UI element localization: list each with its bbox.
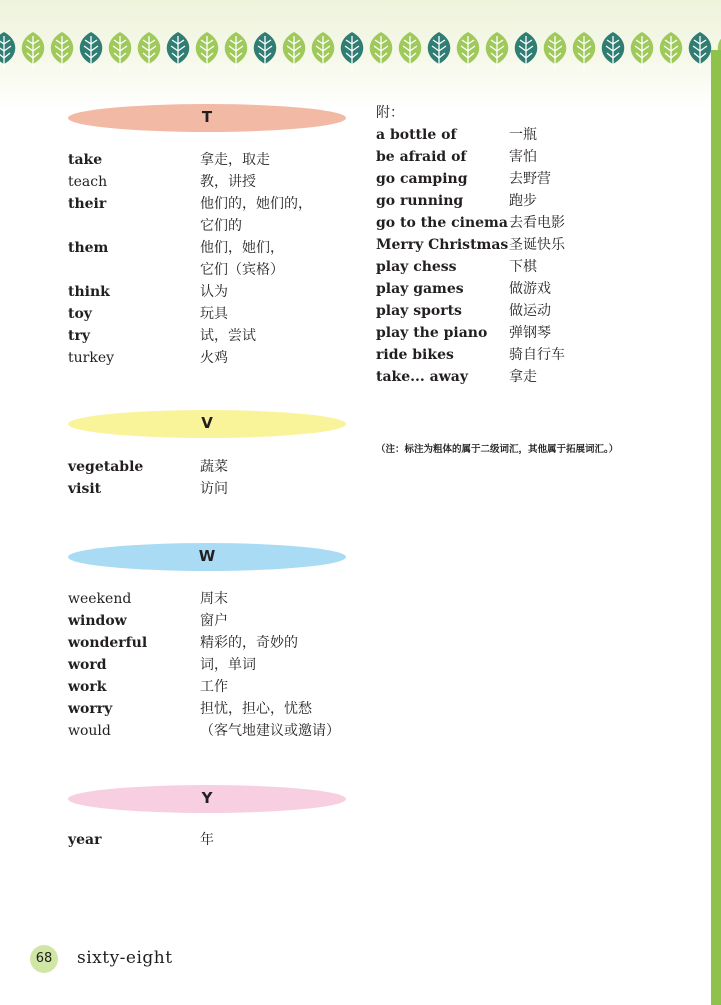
leaf-icon: [283, 32, 306, 70]
meaning: 试，尝试: [200, 328, 256, 344]
letter-ellipse-y: [68, 785, 346, 813]
meaning: 蔬菜: [200, 459, 228, 475]
word: work: [68, 679, 107, 695]
list-item: [68, 171, 358, 193]
word: turkey: [68, 350, 115, 366]
word: teach: [68, 174, 108, 190]
phrase: ride bikes: [376, 347, 454, 363]
meaning: 拿走，取走: [200, 152, 270, 168]
word: word: [68, 657, 107, 673]
page-number-words: sixty-eight: [77, 948, 173, 968]
leaf-icon: [573, 32, 596, 70]
meaning: 周末: [200, 591, 228, 607]
list-item: [68, 347, 358, 369]
list-item: [68, 829, 358, 851]
leaf-icon: [631, 32, 654, 70]
leaf-icon: [515, 32, 538, 70]
letter-ellipse-v: [68, 410, 346, 438]
list-item: [376, 366, 676, 388]
list-item: [68, 237, 358, 278]
leaf-border: [0, 28, 721, 72]
word: take: [68, 152, 103, 168]
side-bar: [711, 50, 721, 1005]
word: year: [68, 832, 102, 848]
meaning: 下棋: [509, 259, 537, 275]
section-letter: W: [198, 547, 216, 565]
list-item: [376, 168, 676, 190]
page-number: 68: [30, 945, 58, 973]
meaning: 认为: [200, 284, 228, 300]
leaf-icon: [51, 32, 74, 70]
list-item: [376, 124, 676, 146]
leaf-icon: [689, 32, 712, 70]
meaning: 做运动: [509, 303, 551, 319]
meaning: 圣诞快乐: [509, 237, 565, 253]
leaf-icon: [22, 32, 45, 70]
phrase: play games: [376, 281, 464, 297]
appendix-heading: 附：: [376, 105, 404, 121]
letter-ellipse-t: [68, 104, 346, 132]
meaning: 骑自行车: [509, 347, 565, 363]
list-item: [68, 325, 358, 347]
word: window: [68, 613, 127, 629]
leaf-icon: [486, 32, 509, 70]
meaning: 窗户: [200, 613, 228, 629]
list-item: [68, 654, 358, 676]
list-item: [376, 190, 676, 212]
list-item: [376, 212, 676, 234]
list-item: [68, 588, 358, 610]
list-item: [68, 610, 358, 632]
leaf-icon: [370, 32, 393, 70]
leaf-icon: [312, 32, 335, 70]
list-item: [376, 256, 676, 278]
meaning: 词，单词: [200, 657, 256, 673]
list-item: [68, 303, 358, 325]
section-letter: Y: [201, 789, 213, 807]
phrase: go running: [376, 193, 464, 209]
list-item: [68, 193, 358, 234]
list-item: [376, 322, 676, 344]
list-item: [376, 300, 676, 322]
letter-ellipse-w: [68, 543, 346, 571]
section-letter: V: [201, 414, 213, 432]
list-item: [376, 234, 676, 256]
list-item: [68, 720, 358, 742]
phrase: play sports: [376, 303, 462, 319]
word: visit: [68, 481, 102, 497]
meaning: 教，讲授: [200, 174, 256, 190]
list-item: [68, 281, 358, 303]
word: try: [68, 328, 90, 344]
meaning: 火鸡: [200, 350, 228, 366]
leaf-icon: [109, 32, 132, 70]
phrase: go camping: [376, 171, 468, 187]
leaf-icon: [138, 32, 161, 70]
list-item: [68, 698, 358, 720]
word: vegetable: [68, 459, 144, 475]
list-item: [68, 456, 358, 478]
list-item: [376, 278, 676, 300]
leaf-icon: [196, 32, 219, 70]
meaning: 精彩的，奇妙的: [200, 635, 298, 651]
meaning: 工作: [200, 679, 228, 695]
meaning: 年: [200, 832, 214, 848]
leaf-icon: [544, 32, 567, 70]
leaf-icon: [341, 32, 364, 70]
list-item: [68, 632, 358, 654]
section-letter: T: [201, 108, 213, 126]
leaf-icon: [399, 32, 422, 70]
leaf-icon: [660, 32, 683, 70]
meaning: 玩具: [200, 306, 228, 322]
meaning: 害怕: [509, 149, 537, 165]
meaning: 去野营: [509, 171, 551, 187]
list-item: [68, 149, 358, 171]
meaning-continued: 它们（宾格）: [200, 262, 284, 278]
list-item: [376, 146, 676, 168]
phrase: a bottle of: [376, 127, 457, 143]
meaning: 跑步: [509, 193, 537, 209]
meaning: 去看电影: [509, 215, 565, 231]
leaf-icon: [457, 32, 480, 70]
word: their: [68, 196, 107, 212]
leaf-icon: [602, 32, 625, 70]
meaning: 他们的，她们的，: [200, 196, 312, 212]
meaning: （客气地建议或邀请）: [200, 723, 340, 739]
meaning: 拿走: [509, 369, 537, 385]
list-item: [376, 344, 676, 366]
word: weekend: [68, 591, 132, 607]
word: them: [68, 240, 109, 256]
leaf-icon: [167, 32, 190, 70]
meaning: 他们，她们，: [200, 240, 284, 256]
meaning: 弹钢琴: [509, 325, 551, 341]
phrase: Merry Christmas: [376, 237, 509, 253]
list-item: [68, 676, 358, 698]
leaf-icon: [80, 32, 103, 70]
leaf-icon: [0, 32, 15, 70]
meaning: 担忧，担心，忧愁: [200, 701, 312, 717]
meaning: 做游戏: [509, 281, 551, 297]
word: think: [68, 284, 110, 300]
word: wonderful: [68, 635, 148, 651]
meaning: 一瓶: [509, 127, 537, 143]
footnote: （注：标注为粗体的属于二级词汇，其他属于拓展词汇。）: [376, 444, 619, 455]
word: would: [68, 723, 111, 739]
leaf-icon: [225, 32, 248, 70]
phrase: play the piano: [376, 325, 488, 341]
phrase: take... away: [376, 369, 468, 385]
meaning-continued: 它们的: [200, 218, 242, 234]
list-item: [68, 478, 358, 500]
word: worry: [68, 701, 113, 717]
leaf-icon: [254, 32, 277, 70]
leaf-icon: [428, 32, 451, 70]
phrase: be afraid of: [376, 149, 467, 165]
word: toy: [68, 306, 92, 322]
phrase: play chess: [376, 259, 457, 275]
meaning: 访问: [200, 481, 228, 497]
phrase: go to the cinema: [376, 215, 508, 231]
